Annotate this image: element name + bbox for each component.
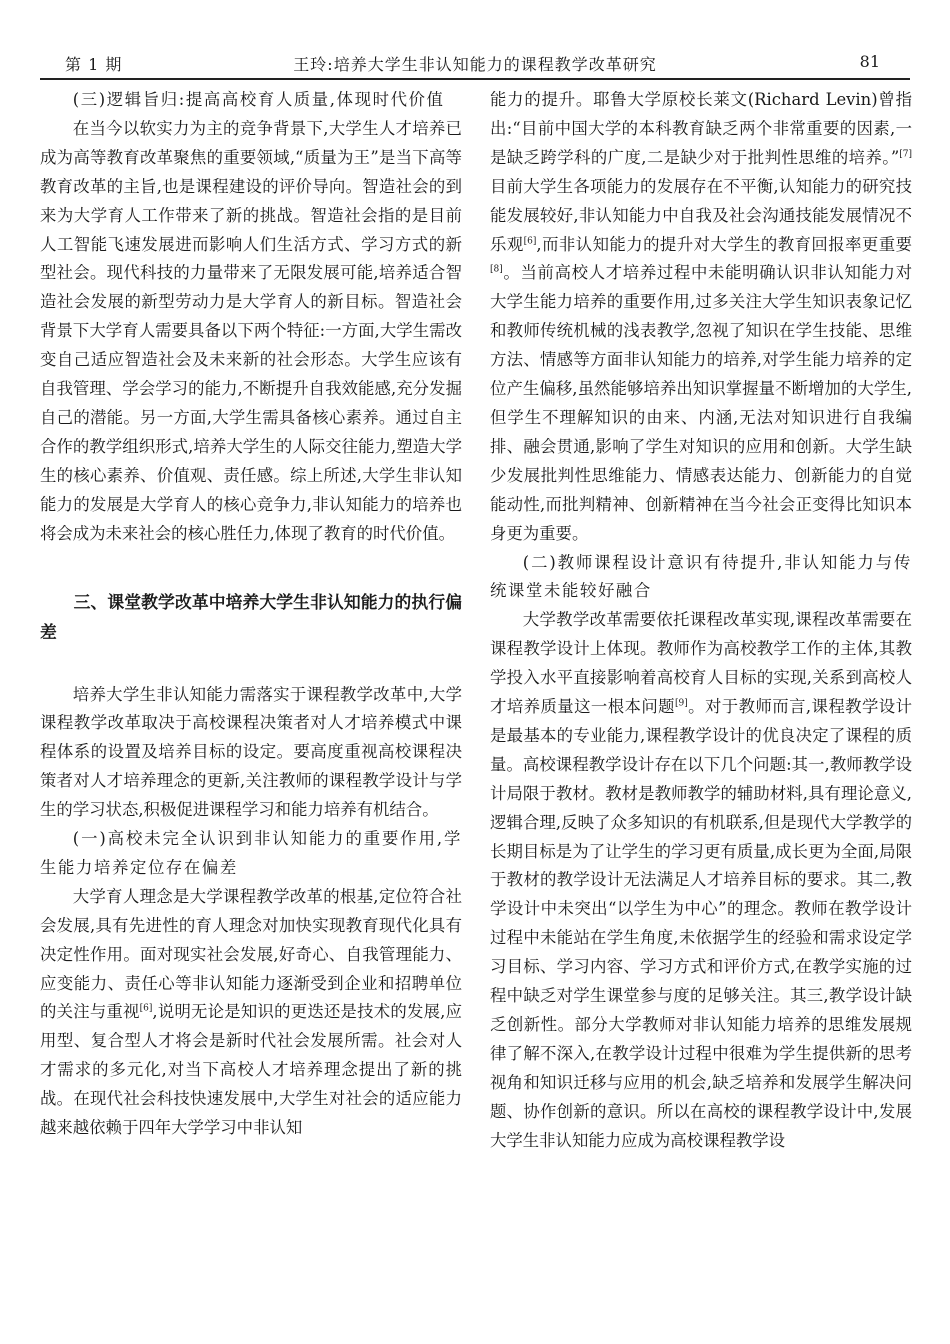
left-column	[40, 86, 462, 1143]
paragraph-text: 。当前高校人才培养过程中未能明确认识非认知能力对大学生能力培养的重要作用,过多关注大学生知识表象记忆和教师传统机械的浅表教学,忽视了知识在学生技能、思维方法、情感等方面非认知能力的培养,对学生能力培养的定位产生偏移,虽然能够培养出知识掌握量不断增加的大学生,但学生不理解知识的由来、内涵,无法对知识进行自我编排、融会贯通,影响了学生对知识的应用和创新。大学生缺少发展批判性思维能力、情感表达能力、创新能力的自觉能动性,而批判精神、创新精神在当今社会正变得比知识本身更为重要。	[490, 263, 912, 543]
running-header	[40, 52, 910, 80]
paragraph-text: 能力的提升。耶鲁大学原校长莱文(Richard Levin)曾指出:“目前中国大学的本科教育缺乏两个非常重要的因素,一是缺乏跨学科的广度,二是缺少对于批判性思维的培养。”	[490, 90, 912, 167]
citation-ref: [8]	[490, 264, 503, 275]
header-rule	[40, 78, 910, 80]
paragraph: 培养大学生非认知能力需落实于课程教学改革中,大学课程教学改革取决于高校课程决策者对人才培养模式中课程体系的设置及培养目标的设定。要高度重视高校课程决策者对人才培养理念的更新,关注教师的课程教学设计与学生的学习状态,积极促进课程学习和能力培养有机结合。	[40, 684, 462, 820]
paragraph	[40, 883, 462, 1143]
paragraph: 在当今以软实力为主的竞争背景下,大学生人才培养已成为高等教育改革聚焦的重要领域,“质量为王”是当下高等教育改革的主旨,也是课程建设的评价导向。智造社会的到来为大学育人工作带来了新的挑战。智造社会指的是目前人工智能飞速发展进而影响人们生活方式、学习方式的新型社会。现代科技的力量带来了无限发展可能,培养适合智造社会发展的新型劳动力是大学育人的新目标。智造社会背景下大学育人需要具备以下两个特征:一方面,大学生需改变自己适应智造社会及未来新的社会形态。大学生应该有自我管理、学会学习的能力,不断提升自我效能感,充分发掘自己的潜能。另一方面,大学生需具备核心素养。通过自主合作的教学组织形式,培养大学生的人际交往能力,塑造大学生的核心素养、价值观、责任感。综上所述,大学生非认知能力的发展是大学育人的核心竞争力,非认知能力的培养也将会成为未来社会的核心胜任力,体现了教育的时代价值。	[40, 118, 462, 543]
paragraph-text: 目前大学生各项能力的发展存在不平衡,认知能力的研究技能发展较好,非认知能力中自我及社会沟通技能发展情况不乐观	[490, 176, 912, 254]
paragraph-text: 。对于教师而言,课程教学设计是最基本的专业能力,课程教学设计的优良决定了课程的质量。高校课程教学设计存在以下几个问题:其一,教师教学设计局限于教材。教材是教师教学的辅助材料,具有理论意义,逻辑合理,反映了众多知识的有机联系,但是现代大学教学的长期目标是为了让学生的学习更有质量,成长更为全面,局限于教材的教学设计无法满足人才培养目标的要求。其二,教学设计中未突出“以学生为中心”的理念。教师在教学设计过程中未能站在学生角度,未依据学生的经验和需求设定学习目标、学习内容、学习方式和评价方式,在教学实施的过程中缺乏对学生课堂参与度的足够关注。其三,教学设计缺乏创新性。部分大学教师对非认知能力培养的思维发展规律了解不深入,在教学设计过程中很难为学生提供新的思考视角和知识迁移与应用的机会,缺乏培养和发展学生解决问题、协作创新的意识。所以在高校的课程教学设计中,发展大学生非认知能力应成为高校课程教学设	[490, 697, 913, 1150]
running-title: 王玲:培养大学生非认知能力的课程教学改革研究	[293, 55, 657, 74]
paragraph-text: ,而非认知能力的提升对大学生的教育回报率更重要	[536, 234, 912, 254]
paragraph-continued	[490, 86, 912, 549]
issue-number: 第 1 期	[65, 55, 123, 74]
right-column	[490, 86, 912, 1156]
section-heading: 三、课堂教学改革中培养大学生非认知能力的执行偏差	[40, 591, 462, 642]
citation-ref: [6]	[523, 236, 537, 247]
paragraph-text: 大学育人理念是大学课程教学改革的根基,定位符合社会发展,具有先进性的育人理念对加快实现教育现代化具有决定性作用。面对现实社会发展,好奇心、自我管理能力、应变能力、责任心等非认知能力逐渐受到企业和招聘单位的关注与重视	[40, 886, 462, 1022]
citation-ref: [7]	[899, 149, 912, 160]
paragraph	[490, 606, 912, 1155]
subsection-heading-two: (二)教师课程设计意识有待提升,非认知能力与传统课堂未能较好融合	[490, 552, 912, 601]
citation-ref: [6]	[139, 1004, 153, 1014]
subsection-heading-logic: (三)逻辑旨归:提高高校育人质量,体现时代价值	[72, 90, 445, 109]
citation-ref: [9]	[675, 698, 688, 709]
paragraph-text: 大学教学改革需要依托课程改革实现,课程改革需要在课程教学设计上体现。教师作为高校教学工作的主体,其教学投入水平直接影响着高校育人目标的实现,关系到高校人才培养质量这一根本问题	[490, 610, 912, 717]
subsection-heading-one: (一)高校未完全认识到非认知能力的重要作用,学生能力培养定位存在偏差	[40, 829, 462, 877]
page-number: 81	[859, 52, 880, 71]
paragraph-text: ,说明无论是知识的更迭还是技术的发展,应用型、复合型人才将会是新时代社会发展所需。社会对人才需求的多元化,对当下高校人才培养理念提出了新的挑战。在现代社会科技快速发展中,大学生对社会的适应能力越来越依赖于四年大学学习中非认知	[40, 1002, 463, 1138]
